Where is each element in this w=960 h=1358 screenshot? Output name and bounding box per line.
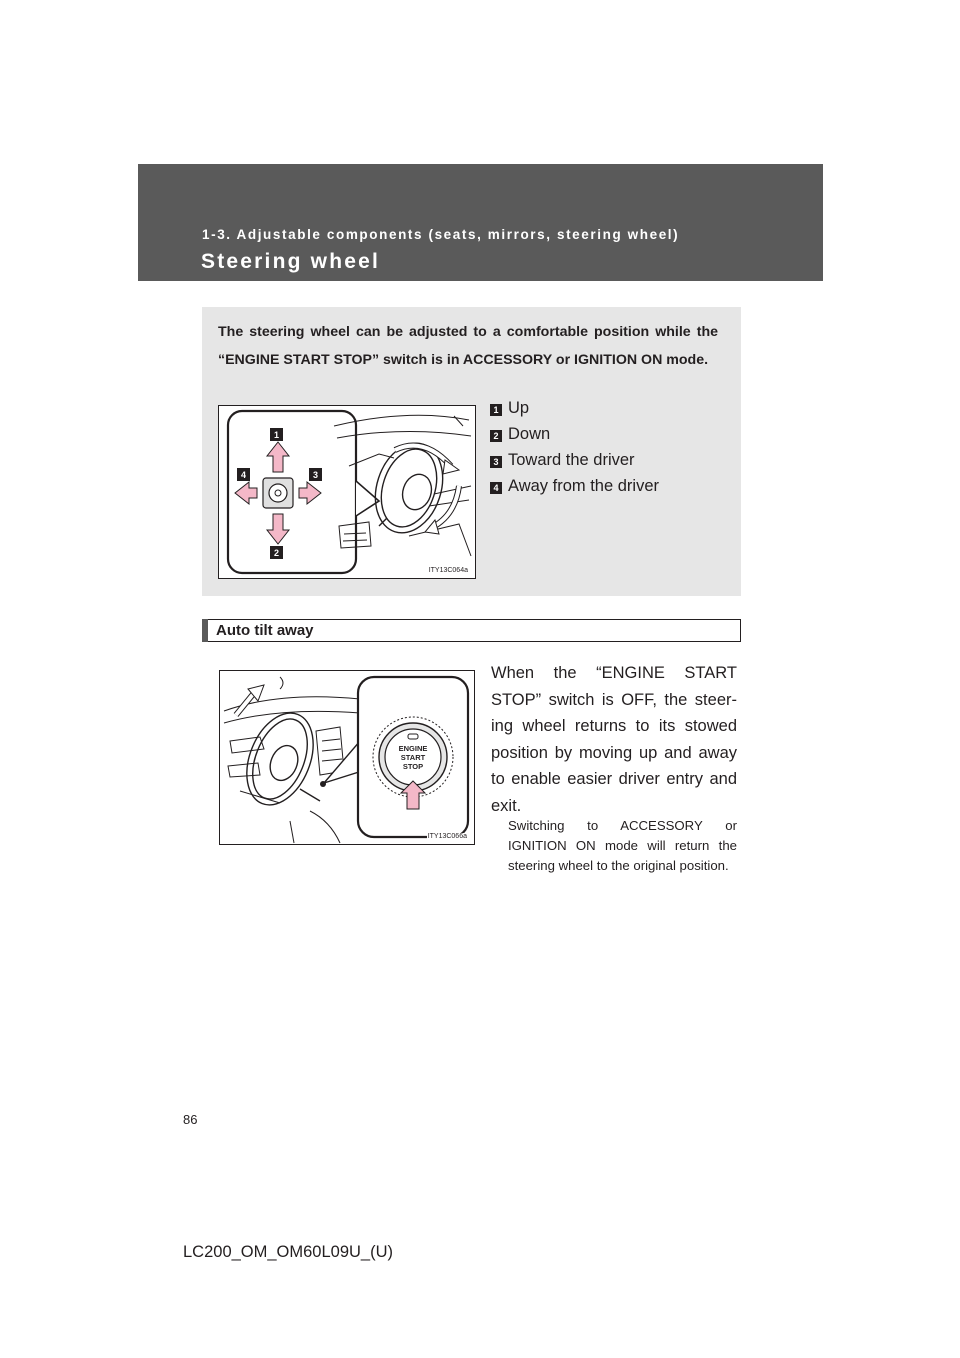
direction-number: 2 (490, 430, 502, 442)
auto-tilt-heading-bar (202, 619, 741, 642)
direction-number: 1 (490, 404, 502, 416)
svg-text:START: START (400, 753, 426, 762)
direction-label: Up (508, 399, 530, 417)
svg-text:4: 4 (240, 470, 247, 480)
document-code: LC200_OM_OM60L09U_(U) (183, 1243, 394, 1261)
steering-adjust-illustration (219, 406, 475, 578)
figure-code-2: ITY13C066a (427, 833, 467, 840)
steering-adjust-figure (218, 405, 476, 579)
svg-text:ENGINE: ENGINE (398, 744, 428, 753)
direction-label: Toward the driver (508, 451, 635, 469)
direction-label: Away from the driver (508, 477, 659, 495)
svg-text:2: 2 (273, 548, 280, 558)
auto-tilt-figure (219, 670, 475, 845)
auto-tilt-illustration (220, 671, 474, 844)
steering-wheel-icon (234, 703, 326, 814)
auto-tilt-body: When the “ENGINE START STOP” switch is OFF, the steer-ing wheel returns to its stowed position by moving up and away to enable easier driver entry and exit. (491, 664, 737, 815)
svg-text:1: 1 (273, 430, 280, 440)
section-path: 1-3. Adjustable components (seats, mirrors, steering wheel) (202, 227, 680, 242)
direction-number: 4 (490, 482, 502, 494)
auto-tilt-heading: Auto tilt away (216, 622, 314, 639)
auto-tilt-note: Switching to ACCESSORY or IGNITION ON mode will return the steering wheel to the original position. (508, 818, 737, 873)
figure-code-1: ITY13C064a (428, 567, 468, 574)
svg-text:3: 3 (312, 470, 319, 480)
direction-number: 3 (490, 456, 502, 468)
intro-text: The steering wheel can be adjusted to a comfortable position while the “ENGINE START STOP” switch is in ACCESSORY or IGNITION ON mode. (218, 324, 718, 368)
page-title: Steering wheel (201, 250, 381, 273)
direction-label: Down (508, 425, 551, 443)
svg-text:STOP: STOP (402, 762, 424, 771)
page-number: 86 (183, 1112, 198, 1127)
heading-marker (202, 619, 208, 642)
